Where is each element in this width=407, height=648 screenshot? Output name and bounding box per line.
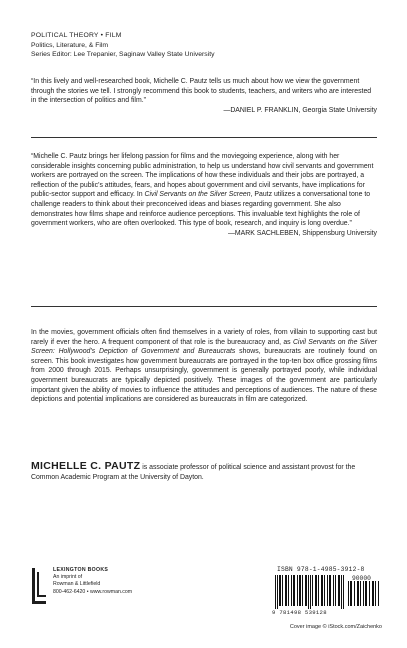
publisher-parent: Rowman & Littlefield	[53, 581, 101, 588]
publisher-contact: 800-462-6420 • www.rowman.com	[53, 588, 133, 595]
praise-text-part: , Pautz utilizes a conversational tone to challenge readers to think about their preconceived ideas and biases regarding government. She also demonstrates how films shape and reinforce audience perceptions. This invaluable text highlights the role of government workers, who are often overlooked. This type of book, research, and inquiry is long overdue.”	[31, 191, 371, 228]
author-bio	[31, 462, 377, 482]
praise-text-part: “Michelle C. Pautz brings her lifelong passion for films and the moviegoing experience, along with her considerable insights concerning public administration, to help us understand how civil servants and government workers are portrayed on the screen. The implications of how these individuals and their jobs are portrayed, a reflection of the public’s attitudes, fears, and hopes about government and civil servants, have implications for public-sector support and efficacy. In	[31, 153, 374, 199]
praise-attribution: —DANIEL P. FRANKLIN, Georgia State University	[223, 106, 377, 114]
book-title: Civil Servants on the Silver Screen	[144, 191, 251, 199]
publisher-text	[53, 567, 132, 596]
praise-quote-1	[31, 77, 377, 115]
publisher-imprint: An imprint of	[53, 574, 83, 581]
barcode-digits: 9 781498 539128	[272, 609, 327, 616]
barcode	[272, 566, 382, 616]
description-part: In the movies, government officials often find themselves in a variety of roles, from villain to supporting cast but rarely if ever the hero. A frequent component of that role is the bureaucracy and, as	[31, 329, 377, 346]
author-name: MICHELLE C. PAUTZ	[31, 460, 141, 472]
publisher-block	[31, 567, 132, 607]
author-bio-text: is associate professor of political science and assistant provost for the Common Academic Program at the University of Dayton.	[31, 464, 356, 481]
praise-text: “In this lively and well-researched book, Michelle C. Pautz tells us much about how we view the government through the stories we tell. I strongly recommend this book to students, teachers, and writers who are interested in the intersection of politics and film.”	[31, 78, 372, 105]
publisher-logo-icon	[31, 567, 47, 607]
divider	[31, 137, 377, 138]
description-part: shows, bureaucrats are routinely found on screen. This book investigates how government bureaucrats are portrayed in the top-ten box office grossing films from 2000 through 2015. Perhaps unsurprisingly, government is generally portrayed poorly, while individual government bureaucrats are typically depicted positively. These images of the government are particularly important given the ability of movies to influence the attitudes and perceptions of audiences. The nature of these depictions and potential implications are considered as bureaucrats in film are categorized.	[31, 348, 377, 404]
divider	[31, 306, 377, 307]
series-info	[31, 31, 214, 60]
series-category: POLITICAL THEORY • FILM	[31, 32, 122, 39]
cover-image-credit: Cover image © iStock.com/Zaichenko	[289, 624, 382, 630]
book-full-title: Civil Servants on the Silver Screen: Hollywood’s Depiction of Government and Bureaucrats	[31, 338, 378, 356]
praise-attribution: —MARK SACHLEBEN, Shippensburg University	[228, 229, 377, 237]
book-description	[31, 328, 377, 405]
isbn-label: ISBN 978-1-4985-3912-8	[277, 566, 365, 573]
series-name: Politics, Literature, & Film	[31, 41, 109, 49]
publisher-name: LEXINGTON BOOKS	[53, 567, 109, 573]
praise-quote-2	[31, 152, 377, 238]
price-code: 90000	[352, 575, 371, 582]
praise-text	[31, 152, 377, 229]
series-editor: Series Editor: Lee Trepanier, Saginaw Valley State University	[31, 51, 215, 58]
